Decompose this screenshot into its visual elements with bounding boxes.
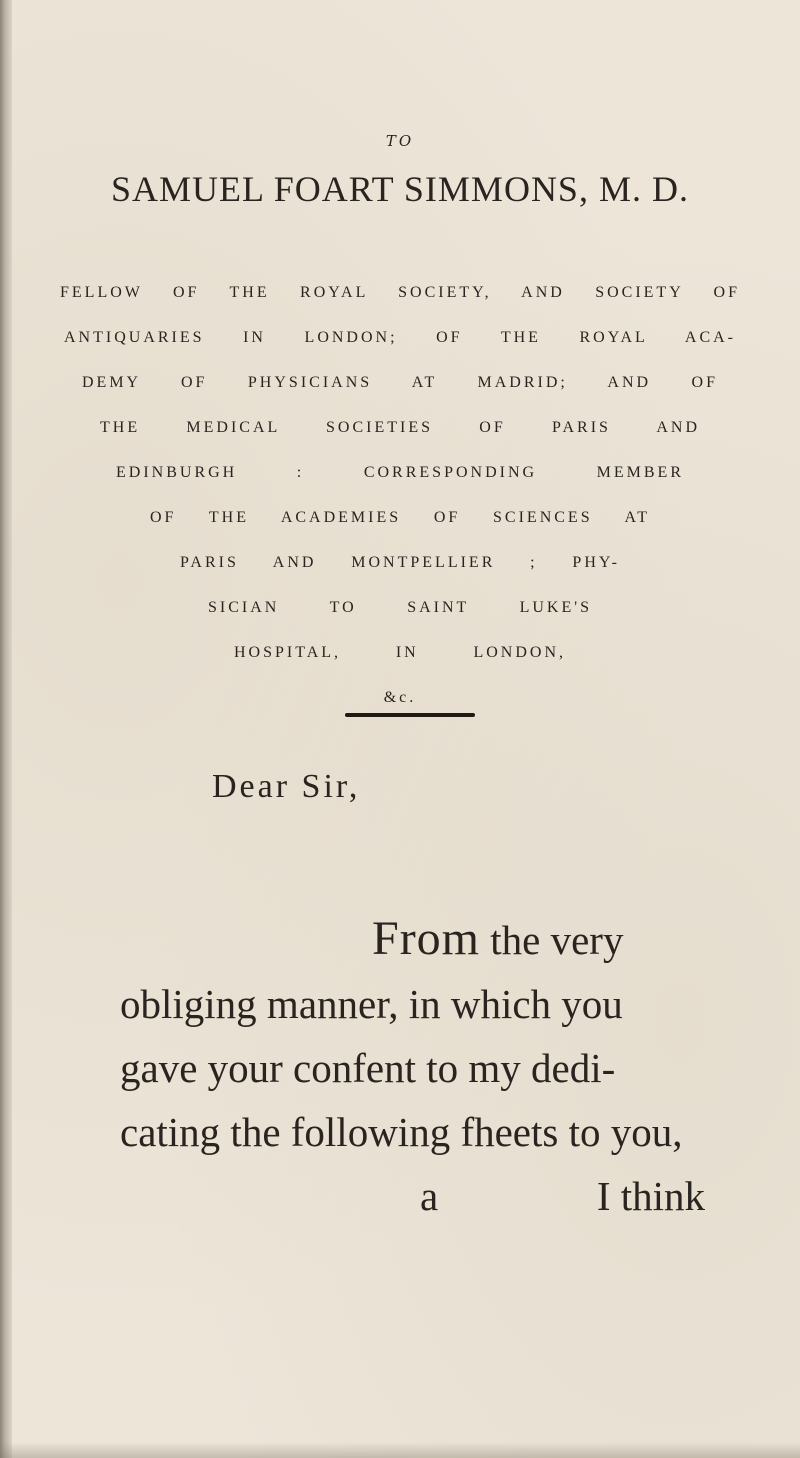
letter-body [120,907,705,1228]
signature-mark: a [420,1173,439,1219]
title-line: OF THE ACADEMIES OF SCIENCES AT [150,509,650,526]
title-line: FELLOW OF THE ROYAL SOCIETY, AND SOCIETY OF [60,284,740,301]
page-bottom-edge [0,1442,800,1458]
dedication-to: TO [385,132,415,150]
salutation: Dear Sir, [212,768,361,805]
title-line: &c. [383,689,417,706]
dedicatee-titles [60,283,740,733]
signature-line [120,1164,705,1228]
page-spine-shadow [0,0,12,1458]
title-line: SICIAN TO SAINT LUKE'S [208,599,592,616]
title-line: DEMY OF PHYSICIANS AT MADRID; AND OF [82,374,718,391]
drop-word: From [372,912,481,965]
title-line: ANTIQUARIES IN LONDON; OF THE ROYAL ACA- [64,329,736,346]
catchword: I think [596,1173,705,1219]
line-1-rest: the very [490,917,624,963]
dedicatee-name: SAMUEL FOART SIMMONS, M. D. [111,169,689,209]
body-line-1 [120,907,705,972]
title-line: THE MEDICAL SOCIETIES OF PARIS AND [100,419,700,436]
decorative-rule [345,713,475,717]
title-line: EDINBURGH : CORRESPONDING MEMBER [116,464,684,481]
title-line: HOSPITAL, IN LONDON, [234,644,566,661]
body-line-3: gave your confent to my dedi- [120,1045,616,1091]
body-line-4: cating the following fheets to you, [120,1109,683,1155]
title-line: PARIS AND MONTPELLIER ; PHY- [180,554,620,571]
body-line-2: obliging manner, in which you [120,981,623,1027]
